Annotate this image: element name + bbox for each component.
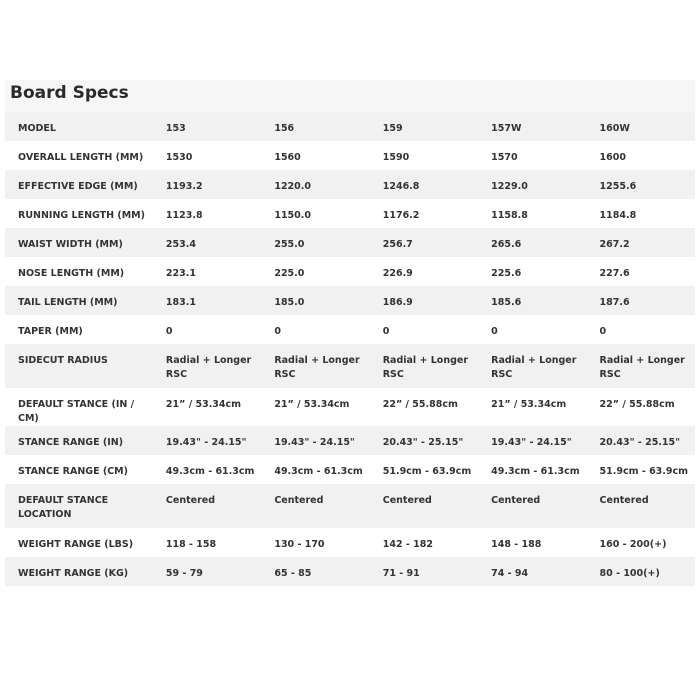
table-cell: 1530 [153, 141, 261, 170]
table-cell: 0 [370, 315, 478, 344]
table-cell: 51.9cm - 63.9cm [587, 455, 695, 484]
row-label: WEIGHT RANGE (KG) [5, 557, 153, 586]
table-cell: 21” / 53.34cm [261, 388, 369, 426]
table-row [5, 455, 695, 484]
table-cell: 59 - 79 [153, 557, 261, 586]
section-title: Board Specs [10, 83, 129, 103]
row-label: OVERALL LENGTH (MM) [5, 141, 153, 170]
table-cell: 80 - 100(+) [587, 557, 695, 586]
table-row [5, 199, 695, 228]
table-cell: 0 [261, 315, 369, 344]
table-cell: 225.0 [261, 257, 369, 286]
table-cell: 227.6 [587, 257, 695, 286]
table-cell: 49.3cm - 61.3cm [261, 455, 369, 484]
table-cell: 51.9cm - 63.9cm [370, 455, 478, 484]
table-cell: 1176.2 [370, 199, 478, 228]
table-cell: 253.4 [153, 228, 261, 257]
table-cell: 1184.8 [587, 199, 695, 228]
header-cell: 160W [587, 112, 695, 141]
row-label: STANCE RANGE (IN) [5, 426, 153, 455]
table-cell: Centered [153, 484, 261, 528]
table-cell: 256.7 [370, 228, 478, 257]
row-label: TAIL LENGTH (MM) [5, 286, 153, 315]
row-label: DEFAULT STANCE (IN / CM) [5, 388, 153, 426]
table-cell: 187.6 [587, 286, 695, 315]
row-label: EFFECTIVE EDGE (MM) [5, 170, 153, 199]
table-cell: 185.0 [261, 286, 369, 315]
table-cell: 185.6 [478, 286, 586, 315]
row-label: DEFAULT STANCE LOCATION [5, 484, 153, 528]
table-cell: Centered [478, 484, 586, 528]
table-cell: 1600 [587, 141, 695, 170]
table-cell: 1150.0 [261, 199, 369, 228]
table-cell: 1123.8 [153, 199, 261, 228]
header-cell: 156 [261, 112, 369, 141]
header-cell: 157W [478, 112, 586, 141]
specs-table-body [5, 112, 695, 586]
table-cell: 0 [153, 315, 261, 344]
table-cell: 186.9 [370, 286, 478, 315]
table-row [5, 528, 695, 557]
table-row [5, 257, 695, 286]
row-label: WAIST WIDTH (MM) [5, 228, 153, 257]
table-cell: 22” / 55.88cm [370, 388, 478, 426]
row-label: WEIGHT RANGE (LBS) [5, 528, 153, 557]
specs-table [5, 112, 695, 586]
table-row [5, 170, 695, 199]
table-cell: 1193.2 [153, 170, 261, 199]
header-cell-model: MODEL [5, 112, 153, 141]
table-row [5, 388, 695, 426]
table-cell: 130 - 170 [261, 528, 369, 557]
table-cell: 1246.8 [370, 170, 478, 199]
table-cell: Radial + Longer RSC [153, 344, 261, 388]
row-label: SIDECUT RADIUS [5, 344, 153, 388]
table-cell: 160 - 200(+) [587, 528, 695, 557]
table-cell: 65 - 85 [261, 557, 369, 586]
table-cell: 118 - 158 [153, 528, 261, 557]
table-cell: 1229.0 [478, 170, 586, 199]
table-cell: 20.43" - 25.15" [370, 426, 478, 455]
table-cell: 1220.0 [261, 170, 369, 199]
table-header-row [5, 112, 695, 141]
table-cell: 267.2 [587, 228, 695, 257]
table-cell: 1590 [370, 141, 478, 170]
table-cell: 49.3cm - 61.3cm [478, 455, 586, 484]
table-cell: Radial + Longer RSC [478, 344, 586, 388]
table-cell: Centered [370, 484, 478, 528]
table-row [5, 286, 695, 315]
table-cell: 0 [478, 315, 586, 344]
table-cell: 1570 [478, 141, 586, 170]
table-row [5, 228, 695, 257]
table-cell: 71 - 91 [370, 557, 478, 586]
table-cell: 226.9 [370, 257, 478, 286]
table-row [5, 315, 695, 344]
table-cell: 223.1 [153, 257, 261, 286]
table-cell: 255.0 [261, 228, 369, 257]
table-cell: 74 - 94 [478, 557, 586, 586]
table-row [5, 344, 695, 388]
header-cell: 153 [153, 112, 261, 141]
table-row [5, 141, 695, 170]
table-cell: 19.43" - 24.15" [153, 426, 261, 455]
table-cell: 22” / 55.88cm [587, 388, 695, 426]
table-cell: 1255.6 [587, 170, 695, 199]
table-cell: 49.3cm - 61.3cm [153, 455, 261, 484]
header-cell: 159 [370, 112, 478, 141]
table-cell: Radial + Longer RSC [261, 344, 369, 388]
table-cell: 21” / 53.34cm [153, 388, 261, 426]
table-cell: 1560 [261, 141, 369, 170]
row-label: NOSE LENGTH (MM) [5, 257, 153, 286]
table-cell: 21” / 53.34cm [478, 388, 586, 426]
table-cell: Radial + Longer RSC [587, 344, 695, 388]
table-cell: 0 [587, 315, 695, 344]
table-row [5, 557, 695, 586]
row-label: TAPER (MM) [5, 315, 153, 344]
row-label: RUNNING LENGTH (MM) [5, 199, 153, 228]
table-cell: Centered [587, 484, 695, 528]
table-cell: 20.43" - 25.15" [587, 426, 695, 455]
table-cell: 148 - 188 [478, 528, 586, 557]
table-row [5, 484, 695, 528]
table-cell: 183.1 [153, 286, 261, 315]
table-cell: 265.6 [478, 228, 586, 257]
table-row [5, 426, 695, 455]
table-cell: 1158.8 [478, 199, 586, 228]
table-cell: Centered [261, 484, 369, 528]
table-cell: 19.43" - 24.15" [261, 426, 369, 455]
row-label: STANCE RANGE (CM) [5, 455, 153, 484]
table-cell: Radial + Longer RSC [370, 344, 478, 388]
table-cell: 19.43" - 24.15" [478, 426, 586, 455]
table-cell: 142 - 182 [370, 528, 478, 557]
table-cell: 225.6 [478, 257, 586, 286]
